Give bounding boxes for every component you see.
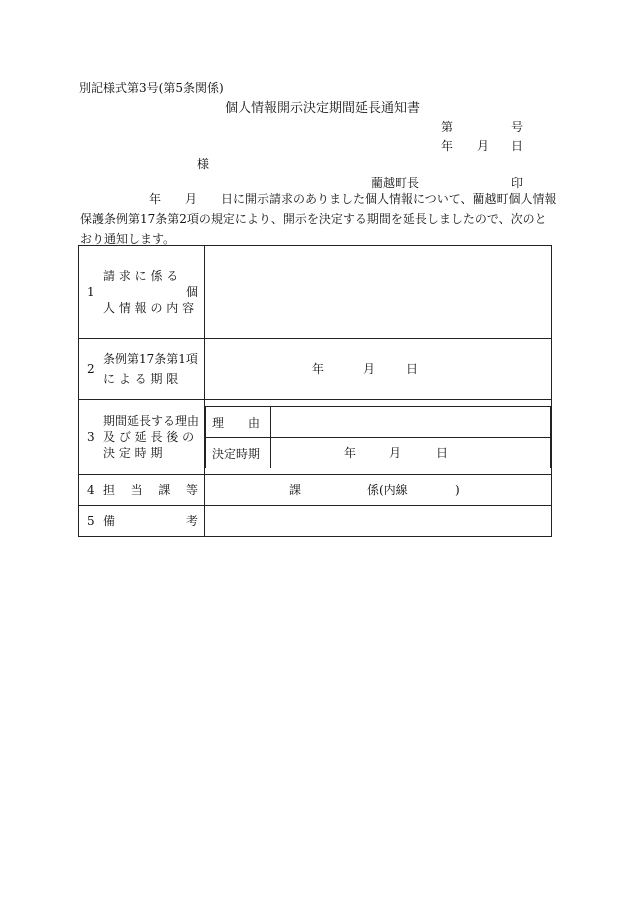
row-3-label-cell [79, 400, 205, 475]
table-row-3 [79, 400, 552, 475]
date-year: 年 [441, 139, 454, 153]
form-reference: 別記様式第3号(第5条関係) [79, 81, 224, 95]
number-prefix: 第 [441, 120, 454, 134]
table-row-1 [79, 246, 552, 339]
number-suffix: 号 [511, 120, 524, 134]
deadline-field[interactable]: 年 月 日 [205, 339, 552, 400]
addressee-suffix: 様 [197, 157, 210, 171]
document-title: 個人情報開示決定期間延長通知書 [225, 101, 421, 116]
table-row-2 [79, 339, 552, 400]
remarks-field[interactable] [205, 506, 552, 537]
body-line-1: 年 月 日に開示請求のありました個人情報について、藺越町個人情報 [149, 192, 557, 206]
decision-period-label: 決定時期 [206, 438, 271, 469]
reason-label: 理 由 [206, 407, 271, 438]
date-day: 日 [511, 139, 524, 153]
sender-seal: 印 [511, 176, 524, 190]
notice-body [80, 189, 555, 249]
sender-name: 藺越町長 [371, 176, 420, 190]
row-number: 4 [87, 483, 95, 497]
extension-details [205, 400, 552, 475]
department-field[interactable]: 課 係(内線 ) [205, 475, 552, 506]
row-5-label-cell [79, 506, 205, 537]
row-label: 条例第17条第1項 に よ る 期 限 [103, 352, 198, 386]
row-number: 2 [87, 362, 95, 376]
row-number: 5 [87, 514, 95, 528]
requested-info-field[interactable] [205, 246, 552, 339]
notice-table [78, 245, 552, 537]
reason-field[interactable] [271, 407, 551, 438]
row-2-label-cell [79, 339, 205, 400]
table-row-4 [79, 475, 552, 506]
date-month: 月 [477, 139, 490, 153]
table-row-5 [79, 506, 552, 537]
row-label: 担当課等 [103, 483, 198, 497]
body-line-3: おり通知します。 [80, 232, 176, 246]
row-1-label-cell [79, 246, 205, 339]
row-label: 請 求 に 係 る 個 人 情 報 の 内 容 [103, 269, 198, 315]
row-number: 1 [87, 285, 95, 299]
row-4-label-cell [79, 475, 205, 506]
row-number: 3 [87, 430, 95, 444]
decision-period-field[interactable]: 年 月 日 [271, 438, 551, 469]
row-label: 備考 [103, 514, 198, 528]
body-line-2: 保護条例第17条第2項の規定により、開示を決定する期間を延長しましたので、次のと [80, 212, 547, 226]
row-label: 期間延長する理由 及 び 延 長 後 の 決 定 時 期 [103, 414, 200, 460]
